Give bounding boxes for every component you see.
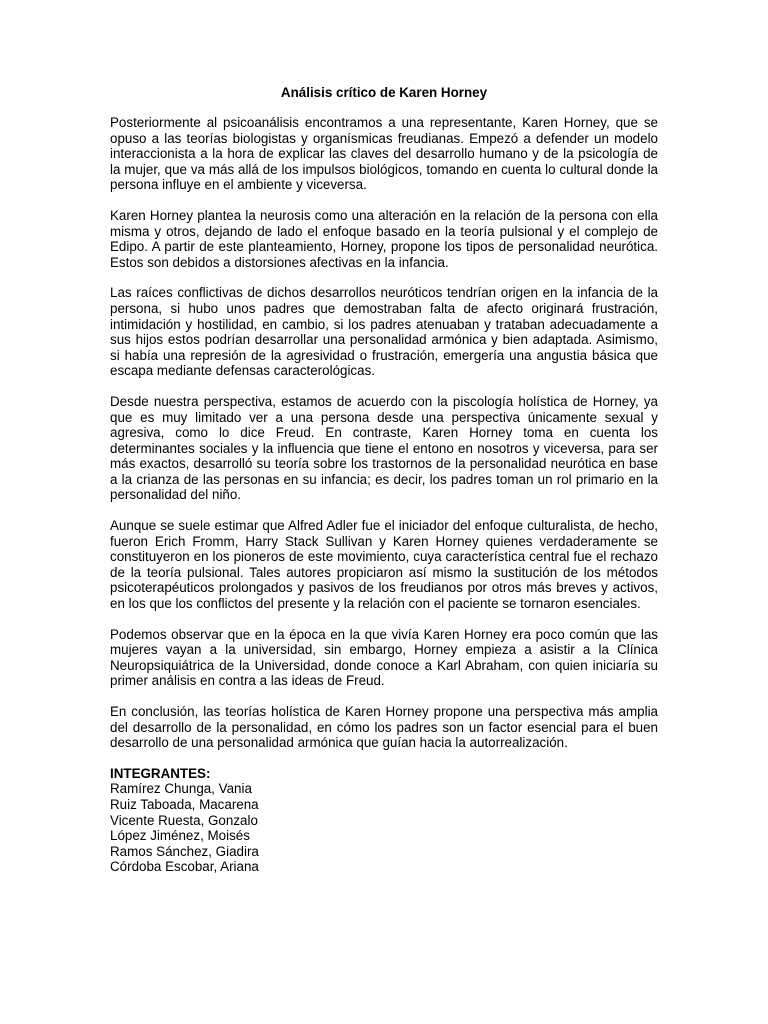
paragraph-culturalism: Aunque se suele estimar que Alfred Adler fue el iniciador del enfoque culturalista, de hecho, fueron Erich Fromm, Harry Stack Sullivan y Karen Horney quienes verdaderamente se constituyeron en los pioneros de este movimiento, cuya característica central fue el rechazo de la teoría pulsional. Tales autores propiciaron así mismo la sustitución de los métodos psicoterapéuticos prolongados y pasivos de los freudianos por otros más breves y activos, en los que los conflictos del presente y la relación con el paciente se tornaron esenciales. [110, 518, 658, 612]
team-member: Ramírez Chunga, Vania [110, 781, 252, 797]
team-member: Vicente Ruesta, Gonzalo [110, 812, 258, 828]
team-list [110, 766, 658, 875]
team-member: López Jiménez, Moisés [110, 828, 250, 844]
paragraph-roots: Las raíces conflictivas de dichos desarrollos neuróticos tendrían origen en la infancia de la persona, si hubo unos padres que demostraban falta de afecto originará frustración, intimidación y hostilidad, en cambio, si los padres atenuaban y trataban adecuadamente a sus hijos estos podrían desarrollar una personalidad armónica y bien adaptada. Asimismo, si había una represión de la agresividad o frustración, emergería una angustia básica que escapa mediante defensas caracterológicas. [110, 285, 658, 379]
paragraph-perspective: Desde nuestra perspectiva, estamos de acuerdo con la piscología holística de Horney, ya que es muy limitado ver a una persona desde una perspectiva únicamente sexual y agresiva, como lo dice Freud. En contraste, Karen Horney toma en cuenta los determinantes sociales y la influencia que tiene el entono en nosotros y viceversa, para ser más exactos, desarrolló su teoría sobre los trastornos de la personalidad neurótica en base a la crianza de las personas en su infancia; es decir, los padres toman un rol primario en la personalidad del niño. [110, 393, 658, 503]
team-member: Córdoba Escobar, Ariana [110, 859, 259, 875]
paragraph-conclusion: En conclusión, las teorías holística de Karen Horney propone una perspectiva más amplia del desarrollo de la personalidad, en cómo los padres son un factor esencial para el buen desarrollo de una personalidad armónica que guían hacia la autorrealización. [110, 704, 658, 751]
paragraph-neurosis: Karen Horney plantea la neurosis como una alteración en la relación de la persona con ella misma y otros, dejando de lado el enfoque basado en la teoría pulsional y el complejo de Edipo. A partir de este planteamiento, Horney, propone los tipos de personalidad neurótica. Estos son debidos a distorsiones afectivas en la infancia. [110, 207, 658, 270]
paragraph-history: Podemos observar que en la época en la que vivía Karen Horney era poco común que las mujeres vayan a la universidad, sin embargo, Horney empieza a asistir a la Clínica Neuropsiquiátrica de la Universidad, donde conoce a Karl Abraham, con quien iniciaría su primer análisis en contra a las ideas de Freud. [110, 626, 658, 689]
team-heading: INTEGRANTES: [110, 765, 211, 781]
team-member: Ramos Sánchez, Giadira [110, 843, 259, 859]
document-title: Análisis crítico de Karen Horney [280, 85, 488, 100]
paragraph-intro: Posteriormente al psicoanálisis encontramos a una representante, Karen Horney, que se opuso a las teorías biologistas y organísmicas freudianas. Empezó a defender un modelo interaccionista a la hora de explicar las claves del desarrollo humano y de la psicología de la mujer, que va más allá de los impulsos biológicos, tomando en cuenta lo cultural donde la persona influye en el ambiente y viceversa. [110, 115, 658, 193]
team-member: Ruiz Taboada, Macarena [110, 796, 259, 812]
